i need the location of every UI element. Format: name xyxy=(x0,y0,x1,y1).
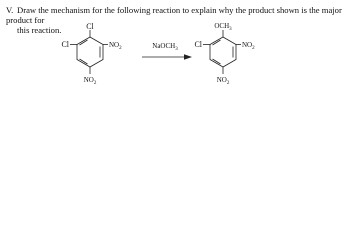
question-prompt: Draw the mechanism for the following reaction to explain why the product shown is the major product for xyxy=(6,5,342,25)
question-number: V. xyxy=(6,5,14,15)
product-structure xyxy=(194,22,255,86)
product-benzene-ring xyxy=(210,37,236,67)
reactant-substituent-right: NO2 xyxy=(109,41,122,51)
reagent-label: NaOCH3 xyxy=(152,42,178,52)
reaction-scheme xyxy=(0,0,350,105)
reactant-benzene-ring xyxy=(77,37,103,67)
product-substituent-bottom: NO2 xyxy=(216,76,230,86)
reactant-structure xyxy=(61,22,122,86)
question-line-2: this reaction. xyxy=(17,25,62,35)
product-substituent-top: OCH3 xyxy=(214,22,232,32)
product-substituent-left: Cl xyxy=(194,40,202,49)
reactant-substituent-top: Cl xyxy=(86,22,94,31)
reactant-substituent-bottom: NO2 xyxy=(83,76,97,86)
product-substituent-right: NO2 xyxy=(242,41,255,51)
reaction-arrow xyxy=(142,54,192,60)
reactant-substituent-left: Cl xyxy=(61,40,69,49)
